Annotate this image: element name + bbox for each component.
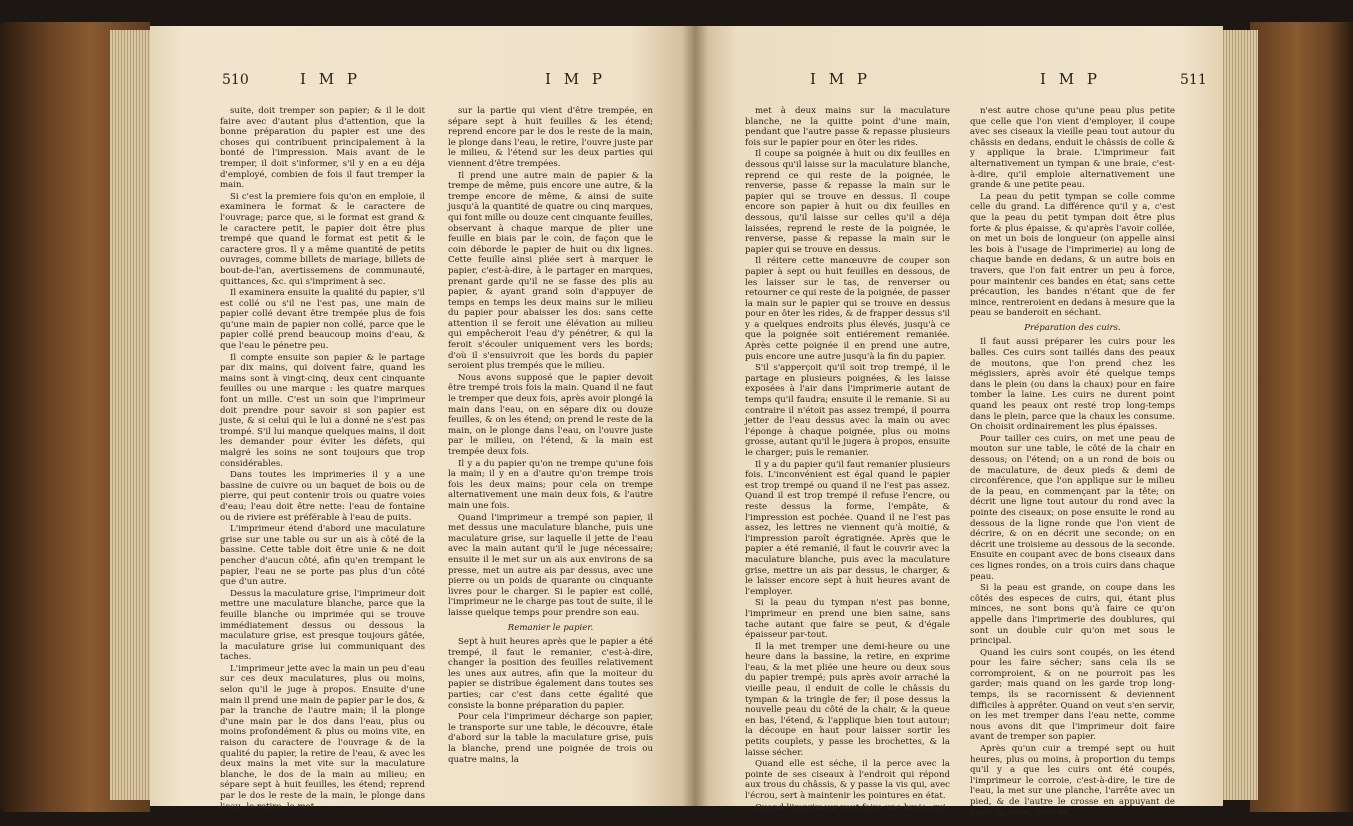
paragraph: Quand les cuirs sont coupés, on les étend pour les faire sécher; sans cela ils se corromproient, & on ne pourroit pas les garder; mais quand on les garde trop long-temps, ils se racornissent & deviennent difficiles à apprêter. Quand on veut s'en servir, on les met tremper dans l'eau nette, comme nous avons dit que l'imprimeur doit faire avant de tremper son papier. — [970, 647, 1175, 743]
paragraph: S'il s'apperçoit qu'il soit trop trempé, il le partage en plusieurs poignées, & les laisse exposées à l'air dans l'imprimerie autant de temps qu'il faudra; ensuite il le remanie. Si au contraire il n'étoit pas assez trempé, il pourra jetter de l'eau dessus avec la main ou avec l'éponge à chaque poignée, plus ou moins grosse, autant qu'il le jugera à propos, ensuite le charger; puis le remanier. — [745, 363, 950, 458]
paragraph: sur la partie qui vient d'être trempée, en sépare sept à huit feuilles & les étend; reprend encore par le dos le reste de la main, le plonge dans l'eau, le retire, l'ouvre juste par le milieu, & l'étend sur les deux parties qui viennent d'être trempées. — [448, 106, 653, 169]
paragraph: Après qu'un cuir a trempé sept ou huit heures, plus ou moins, à proportion du temps qu'il y a que les cuirs ont été coupés, l'imprimeur le corroie, c'est-à-dire, le tire de l'eau, la met sur une planche, l'arrête avec un pied, & de l'autre le crosse en appuyant de toute sa force, pour en — [970, 744, 1175, 818]
book-cover-right — [1250, 22, 1353, 812]
paragraph: La peau du petit tympan se colle comme celle du grand. La différence qu'il y a, c'est que la peau du petit tympan doit être plus forte & plus épaisse, & qu'après l'avoir collée, on met un bois de longueur (on appelle ainsi les bois à l'usage de l'imprimerie) au long de chaque bande en dedans, & un autre bois en travers, que l'on fait entrer un peu à force, pour maintenir ces bandes en état; sans cette précaution, les bandes n'étant que de fer mince, rentreroient en dedans à mesure que la peau se banderoit en séchant. — [970, 191, 1175, 319]
paragraph: Il prend une autre main de papier & la trempe de même, puis encore une autre, & la trempe encore de même, & ainsi de suite jusqu'à la quantité de quatre ou cinq marques, qui font mille ou douze cent cinquante feuilles, observant à chaque marque de plier une feuille en biais par le coin, de façon que le coin déborde le papier de huit ou dix lignes. Cette feuille ainsi pliée sert à marquer le papier, c'est-à-dire, à le partager en marques, prenant garde qu'il ne se fasse des plis au papier, & ayant grand soin d'appuyer de temps en temps les deux mains sur le milieu du papier pour abaisser les dos: sans cette attention il se feroit une élévation au milieu qui empêcheroit l'eau d'y pénétrer, & qui la feroit s'écouler uniquement vers les bords; d'où il s'ensuivroit que les bords du papier seroient plus trempés que le milieu. — [448, 170, 653, 372]
paragraph: Nous avons supposé que le papier devoit être trempé trois fois la main. Quand il ne faut le tremper que deux fois, après avoir plongé la main dans l'eau, on en sépare dix ou douze feuilles, & on les étend; on prend le reste de la main, on le plonge dans l'eau, on l'ouvre juste par le milieu, on l'étend, & la main est trempée deux fois. — [448, 372, 653, 457]
paragraph: Quand l'imprimeur a trempé son papier, il met dessus une maculature blanche, puis une maculature grise, sur laquelle il jette de l'eau avec la main autant qu'il le juge nécessaire; ensuite il le met sur un ais aux environs de sa presse, met un autre ais par dessus, avec une pierre ou un poids de quarante ou cinquante livres pour le charger. Si le papier est collé, l'imprimeur ne le charge pas tout de suite, il le laisse quelque temps pour prendre son eau. — [448, 512, 653, 618]
paragraph: Si la peau du tympan n'est pas bonne, l'imprimeur en prend une bien saine, sans tache autant que faire se peut, & d'égale épaisseur par-tout. — [745, 598, 950, 641]
paragraph: Quand elle est séche, il la perce avec la pointe de ses ciseaux à l'endroit qui répond aux trous du châssis, & y passe la vis qui, avec l'écrou, sert à maintenir les pointures en état. — [745, 759, 950, 801]
paragraph: n'est autre chose qu'une peau plus petite que celle que l'on vient d'employer, il coupe avec ses ciseaux la vieille peau tout autour du châssis en dedans, enduit le châssis de colle & y applique la braie. L'imprimeur fait alternativement un tympan & une braie, c'est-à-dire, qu'il emploie alternativement une grande & une petite peau. — [970, 106, 1175, 191]
paragraph: Il réitere cette manœuvre de couper son papier à sept ou huit feuilles en dessous, de les laisser sur le tas, de renverser ou retourner ce qui reste de la poignée, de passer la main sur le papier qui se trouve en dessus pour en ôter les rides, & de frapper dessus s'il y a quelques endroits plus élevés, jusqu'à ce que la poignée soit entiérement remaniée. Après cette poignée il en prend une autre, puis encore une autre jusqu'à la fin du papier. — [745, 256, 950, 362]
running-head-right-b: I M P — [1040, 70, 1101, 88]
paragraph: Il faut aussi préparer les cuirs pour les balles. Ces cuirs sont taillés dans des peaux de moutons, que l'on prend chez les mégissiers, après avoir été quelque temps dans le plein (ou dans la chaux) pour en faire tomber la laine. Les cuirs ne durent point quand les peaux ont resté trop long-temps dans le plein, parce que la chaux les consume. On choisit ordinairement les plus épaisses. — [970, 337, 1175, 433]
page-edges-right — [1218, 30, 1258, 800]
section-heading: Préparation des cuirs. — [1024, 322, 1121, 333]
paragraph: Il la met tremper une demi-heure ou une heure dans la bassine, la retire, en exprime l'eau, & la met pliée une heure ou deux sous du papier trempé; puis après avoir arraché la vieille peau, il enduit de colle le châssis du tympan & la tringle de fer; il pose dessus la nouvelle peau du côté de la chair, & la queue en bas, l'étend, & l'applique bien tout autour; la découpe en haut pour laisser sortir les petits couplets, y passe les brochettes, & la laisse sécher. — [745, 641, 950, 758]
paragraph: met à deux mains sur la maculature blanche, ne la quitte point d'une main, pendant que l'autre passe & repasse plusieurs fois sur le papier pour en ôter les rides. — [745, 106, 950, 148]
paragraph: Pour tailler ces cuirs, on met une peau de mouton sur une table, le côté de la chair en dessous; on l'étend; on a un rond de bois ou de maculature, de deux pieds & demi de circonférence, que l'on applique sur le milieu de la peau, en commençant par la tête; on décrit une ligne tout autour du rond avec la pointe des ciseaux; on pose ensuite le rond au dessous de la ligne ronde que l'on vient de décrire, & on en décrit une seconde; on en décrit une troisieme au dessous de la seconde. Ensuite en coupant avec de bons ciseaux dans ces lignes rondes, on a trois cuirs dans chaque peau. — [970, 433, 1175, 582]
paragraph: Il coupe sa poignée à huit ou dix feuilles en dessous qu'il laisse sur la maculature blanche, reprend ce qui reste de la poignée, le renverse, passe & repasse la main sur le papier qui se trouve en dessus. Il coupe encore son papier à huit ou dix feuilles en dessous, qu'il laisse sur celles qu'il a déja laissées, reprend le reste de la poignée, le renverse, passe & repasse la main sur le papier qui se trouve en dessus. — [745, 149, 950, 255]
right-page-column-2 — [970, 106, 1175, 818]
page-number-left: 510 — [222, 72, 249, 88]
paragraph: Sept à huit heures après que le papier a été trempé, il faut le remanier, c'est-à-dire, changer la position des feuilles relativement les unes aux autres, afin que la moiteur du papier se distribue également dans toutes ses parties; car c'est dans cette égalité que consiste la bonne préparation du papier. — [448, 637, 653, 711]
running-head-left-b: I M P — [545, 70, 606, 88]
left-page-column-1 — [220, 106, 425, 812]
running-head-left-a: I M P — [300, 70, 361, 88]
paragraph: Il examinera ensuite la qualité du papier, s'il est collé ou s'il ne l'est pas, une main de papier collé devant être trempée plus de fois qu'une main de papier non collé, parce que le papier collé prend beaucoup moins d'eau, & que l'eau le pénetre peu. — [220, 288, 425, 352]
right-page — [695, 26, 1223, 818]
paragraph: Il compte ensuite son papier & le partage par dix mains, qui doivent faire, quand les mains sont à vingt-cinq, deux cent cinquante feuilles ou une marque : les quatre marques font un mille. C'est un soin que l'imprimeur doit prendre pour savoir si son papier est juste, & si celui qui le lui a donné ne s'est pas trompé. S'il lui manque quelques mains, il doit les demander pour éviter les défets, qui malgré les soins ne sont toujours que trop considérables. — [220, 352, 425, 469]
paragraph: Quand l'imprimeur veut faire une braie, qui — [755, 802, 946, 813]
paragraph: L'imprimeur jette avec la main un peu d'eau sur ces deux maculatures, plus ou moins, selon qu'il le juge à propos. Ensuite d'une main il prend une main de papier par le dos, & par la tranche de l'autre main; il la plonge d'une main par le dos dans l'eau, plus ou moins profondément & plus ou moins vite, en raison du caractere de l'ouvrage & de la qualité du papier, la retire de l'eau, & avec les deux mains la met vite sur la maculature blanche, le dos de la main au milieu; en sépare sept à huit feuilles, les étend; reprend par le dos le reste de la main, le plonge dans l'eau, le retire, le met — [220, 663, 425, 812]
paragraph: suite, doit tremper son papier; & il le doit faire avec d'autant plus d'attention, que la bonne préparation du papier est une des choses qui contribuent principalement à la bonté de l'impression. Mais avant de le tremper, il doit s'informer, s'il y en a eu déja d'employé, combien de fois il faut tremper la main. — [220, 106, 425, 191]
paragraph: Pour cela l'imprimeur décharge son papier, le transporte sur une table, le découvre, étale d'abord sur la table la maculature grise, puis la blanche, prend une poignée de trois ou quatre mains, la — [448, 712, 653, 765]
paragraph: Si c'est la premiere fois qu'on en emploie, il examinera le format & le caractere de l'ouvrage; parce que, si le format est grand & le caractere petit, le papier doit être plus trempé que quand le format est petit & le caractere gros. Il y a même quantité de petits ouvrages, comme billets de mariage, billets de bout-de-l'an, avertissemens de communauté, quittances, &c. qui s'impriment à sec. — [220, 191, 425, 287]
left-page — [150, 26, 695, 812]
paragraph: L'imprimeur étend d'abord une maculature grise sur une table ou sur un ais à côté de la bassine. Cette table doit être unie & ne doit pencher d'aucun côté, afin qu'en trempant le papier, l'eau ne se porte pas plus d'un côté que d'un autre. — [220, 524, 425, 588]
paragraph: Dessus la maculature grise, l'imprimeur doit mettre une maculature blanche, parce que la feuille blanche ou imprimée qui se trouve immédiatement dessus ou dessous la maculature grise, est presque toujours gâtée, la maculature grise lui communiquant des taches. — [220, 588, 425, 663]
paragraph: Il y a du papier qu'on ne trempe qu'une fois la main; il y en a d'autre qu'on trempe trois fois les deux mains; pour cela on trempe alternativement une main deux fois, & l'autre main une fois. — [448, 458, 653, 511]
paragraph: Dans toutes les imprimeries il y a une bassine de cuivre ou un baquet de bois ou de pierre, qui peut contenir trois ou quatre voies d'eau; l'eau doit être nette: l'eau de fontaine ou de riviere est préférable à l'eau de puits. — [220, 470, 425, 523]
section-heading: Remanier le papier. — [507, 622, 594, 633]
page-number-right: 511 — [1180, 72, 1207, 88]
paragraph: Il y a du papier qu'il faut remanier plusieurs fois. L'inconvénient est égal quand le papier est trop trempé ou quand il ne l'est pas assez. Quand il est trop trempé il refuse l'encre, ou reste dessus la forme, l'empâte, & l'impression est pochée. Quand il ne l'est pas assez, les lettres ne viennent qu'à moitié, & l'impression paroît égratignée. Après que le papier a été remanié, il faut le couvrir avec la maculature blanche, puis avec la maculature grise, mettre un ais par dessus, le charger, & le laisser encore sept à huit heures avant de l'employer. — [745, 459, 950, 597]
page-edges-left — [110, 30, 155, 800]
right-page-column-1 — [745, 106, 950, 813]
book-gutter — [682, 26, 708, 806]
left-page-column-2 — [448, 106, 653, 806]
running-head-right-a: I M P — [810, 70, 871, 88]
paragraph: Si la peau est grande, on coupe dans les côtés des especes de cuirs, qui, étant plus minces, ne sont bons qu'à faire ce qu'on appelle dans l'imprimerie des doublures, qui sont un double cuir qu'on met sous le principal. — [970, 583, 1175, 647]
